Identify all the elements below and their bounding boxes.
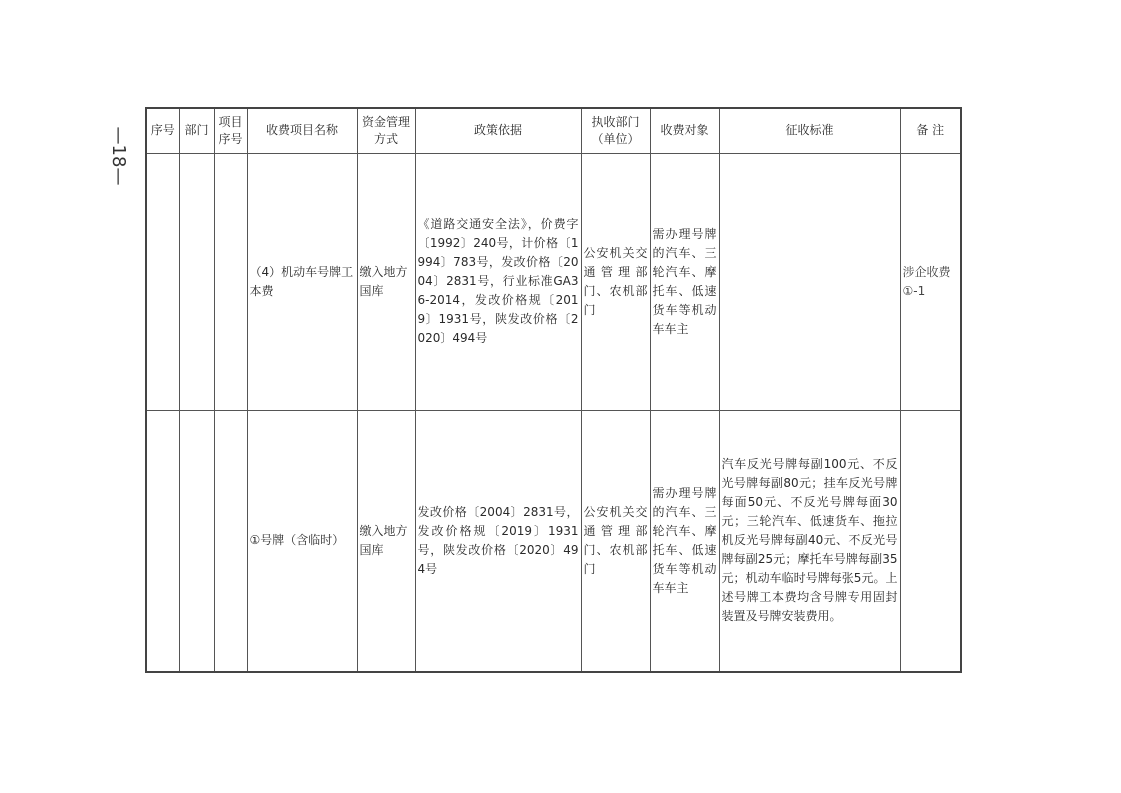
cell-fund-mgmt: 缴入地方国库	[357, 153, 415, 410]
cell-standard: 汽车反光号牌每副100元、不反光号牌每副80元；挂车反光号牌每面50元、不反光号牌每面30元；三轮汽车、低速货车、拖拉机反光号牌每副40元、不反光号牌每副25元；摩托车号牌每副35元；机动车临时号牌每张5元。上述号牌工本费均含号牌专用固封装置及号牌安装费用。	[719, 410, 900, 672]
cell-policy: 发改价格〔2004〕2831号，发改价格规〔2019〕1931号，陕发改价格〔2020〕494号	[415, 410, 581, 672]
header-seq: 序号	[146, 108, 179, 153]
cell-fund-mgmt: 缴入地方国库	[357, 410, 415, 672]
page-number: —18—	[108, 126, 130, 186]
header-remark: 备 注	[900, 108, 961, 153]
cell-item-seq	[214, 410, 247, 672]
cell-policy: 《道路交通安全法》，价费字〔1992〕240号，计价格〔1994〕783号，发改价格〔2004〕2831号，行业标准GA36-2014，发改价格规〔2019〕1931号，陕发改价格〔2020〕494号	[415, 153, 581, 410]
cell-dept	[179, 153, 214, 410]
header-collector: 执收部门（单位）	[581, 108, 650, 153]
header-fund-mgmt: 资金管理方式	[357, 108, 415, 153]
cell-item-seq	[214, 153, 247, 410]
header-fee-name: 收费项目名称	[247, 108, 357, 153]
cell-target: 需办理号牌的汽车、三轮汽车、摩托车、低速货车等机动车车主	[650, 153, 719, 410]
cell-seq	[146, 153, 179, 410]
header-policy: 政策依据	[415, 108, 581, 153]
header-row	[146, 108, 961, 153]
cell-fee-name: （4）机动车号牌工本费	[247, 153, 357, 410]
cell-target: 需办理号牌的汽车、三轮汽车、摩托车、低速货车等机动车车主	[650, 410, 719, 672]
cell-standard	[719, 153, 900, 410]
cell-fee-name: ①号牌（含临时）	[247, 410, 357, 672]
header-dept: 部门	[179, 108, 214, 153]
cell-collector: 公安机关交通管理部门、农机部门	[581, 153, 650, 410]
table-row	[146, 153, 961, 410]
cell-remark	[900, 410, 961, 672]
header-item-seq: 项目序号	[214, 108, 247, 153]
cell-remark: 涉企收费①-1	[900, 153, 961, 410]
fee-table	[145, 107, 962, 673]
table-row	[146, 410, 961, 672]
header-target: 收费对象	[650, 108, 719, 153]
cell-seq	[146, 410, 179, 672]
cell-dept	[179, 410, 214, 672]
header-standard: 征收标准	[719, 108, 900, 153]
cell-collector: 公安机关交通管理部门、农机部门	[581, 410, 650, 672]
